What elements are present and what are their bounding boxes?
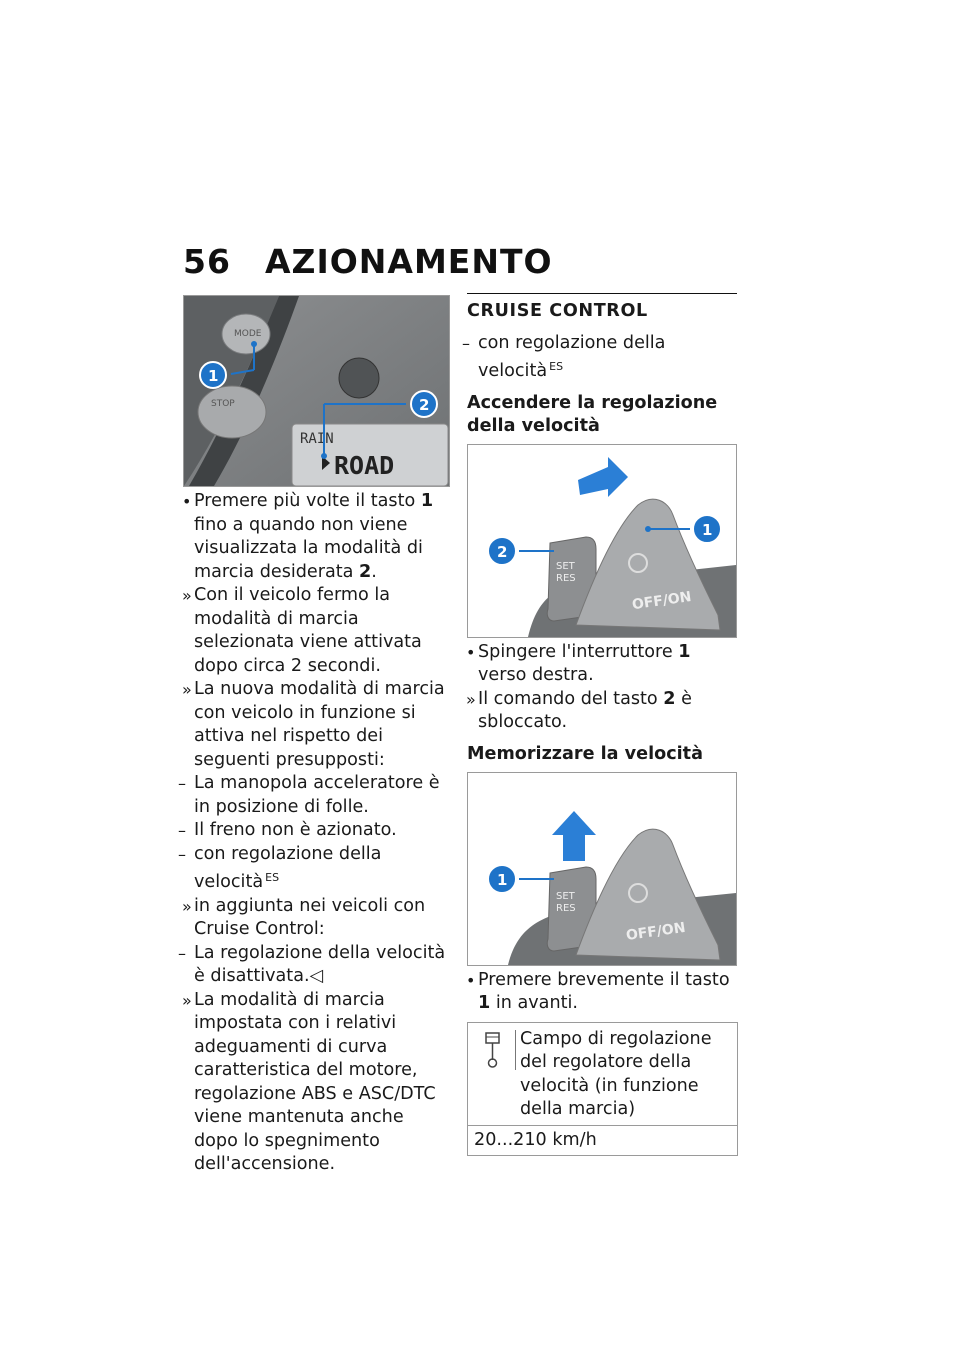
spec-label: Campo di regolazione del regolatore della velocità (in funzione della marcia) bbox=[520, 1028, 712, 1119]
callout-1-label: 1 bbox=[497, 870, 508, 889]
figure-store-speed bbox=[467, 772, 737, 966]
set-button-illustration bbox=[468, 773, 736, 965]
list-item: » Con il veicolo fermo la modalità di marcia selezionata viene attivata dopo circa 2 secondi. bbox=[182, 585, 422, 676]
page-number: 56 bbox=[183, 242, 231, 281]
list-item: – con regolazione della velocità $^{ES}$ bbox=[178, 843, 382, 892]
subheading-store-speed: Memorizzare la velocità bbox=[467, 743, 703, 764]
set-label: SET bbox=[556, 890, 575, 902]
off-on-label: OFF/ON bbox=[625, 919, 687, 944]
callout-2-label: 2 bbox=[419, 396, 430, 414]
cruise-switch-illustration bbox=[468, 445, 736, 637]
res-label: RES bbox=[556, 572, 576, 584]
subheading-enable: Accendere la regolazione della velocità bbox=[467, 392, 718, 436]
callout-1-label: 1 bbox=[208, 367, 219, 385]
riding-mode-instructions bbox=[178, 490, 450, 1177]
enable-instructions bbox=[467, 641, 737, 735]
spec-table bbox=[467, 1022, 738, 1157]
section-title: CRUISE CONTROL bbox=[467, 293, 737, 324]
display-main-text: ROAD bbox=[334, 451, 395, 480]
page-header bbox=[183, 242, 553, 281]
off-on-label: OFF/ON bbox=[631, 588, 693, 613]
spec-value: 20...210 km/h bbox=[474, 1129, 597, 1150]
list-item: » La modalità di marcia impostata con i relativi adeguamenti di curva caratteristica del motore, regolazione ABS e ASC/DTC viene mantenuta anche dopo lo spegnimento dell'accensione. bbox=[182, 989, 436, 1174]
list-item: – Il freno non è azionato. bbox=[178, 820, 397, 840]
figure-enable-cruise bbox=[467, 444, 737, 638]
figure-riding-mode bbox=[183, 295, 450, 487]
list-item: » La nuova modalità di marcia con veicolo in funzione si attiva nel rispetto dei seguenti presupposti: bbox=[182, 679, 445, 770]
list-item: – La regolazione della velocità è disattivata.◁ bbox=[178, 942, 446, 986]
list-item: – La manopola acceleratore è in posizione di folle. bbox=[178, 773, 440, 817]
list-item: » in aggiunta nei veicoli con Cruise Control: bbox=[182, 895, 426, 939]
res-label: RES bbox=[556, 902, 576, 914]
riding-mode-illustration bbox=[184, 296, 449, 486]
list-item: • Spingere l'interruttore 1 verso destra. bbox=[466, 641, 691, 685]
spec-label-cell bbox=[468, 1023, 737, 1126]
page-title: AZIONAMENTO bbox=[265, 242, 553, 281]
list-item: • Premere più volte il tasto 1 fino a quando non viene visualizzata la modalità di marcia desiderata 2. bbox=[182, 491, 434, 582]
right-column bbox=[462, 293, 737, 1156]
callout-2-label: 2 bbox=[497, 542, 508, 561]
section-note: – con regolazione della velocità $^{ES}$ bbox=[462, 332, 666, 381]
left-column bbox=[178, 295, 450, 1177]
set-label: SET bbox=[556, 560, 575, 572]
list-item: • Premere brevemente il tasto 1 in avanti. bbox=[466, 969, 730, 1013]
display-top-text: RAIN bbox=[300, 431, 334, 447]
list-item: » Il comando del tasto 2 è sbloccato. bbox=[466, 688, 692, 732]
stop-label: STOP bbox=[211, 399, 235, 409]
callout-1-label: 1 bbox=[702, 520, 713, 539]
store-instructions bbox=[467, 969, 737, 1016]
mode-label: MODE bbox=[234, 329, 262, 339]
piston-icon bbox=[477, 1030, 516, 1070]
